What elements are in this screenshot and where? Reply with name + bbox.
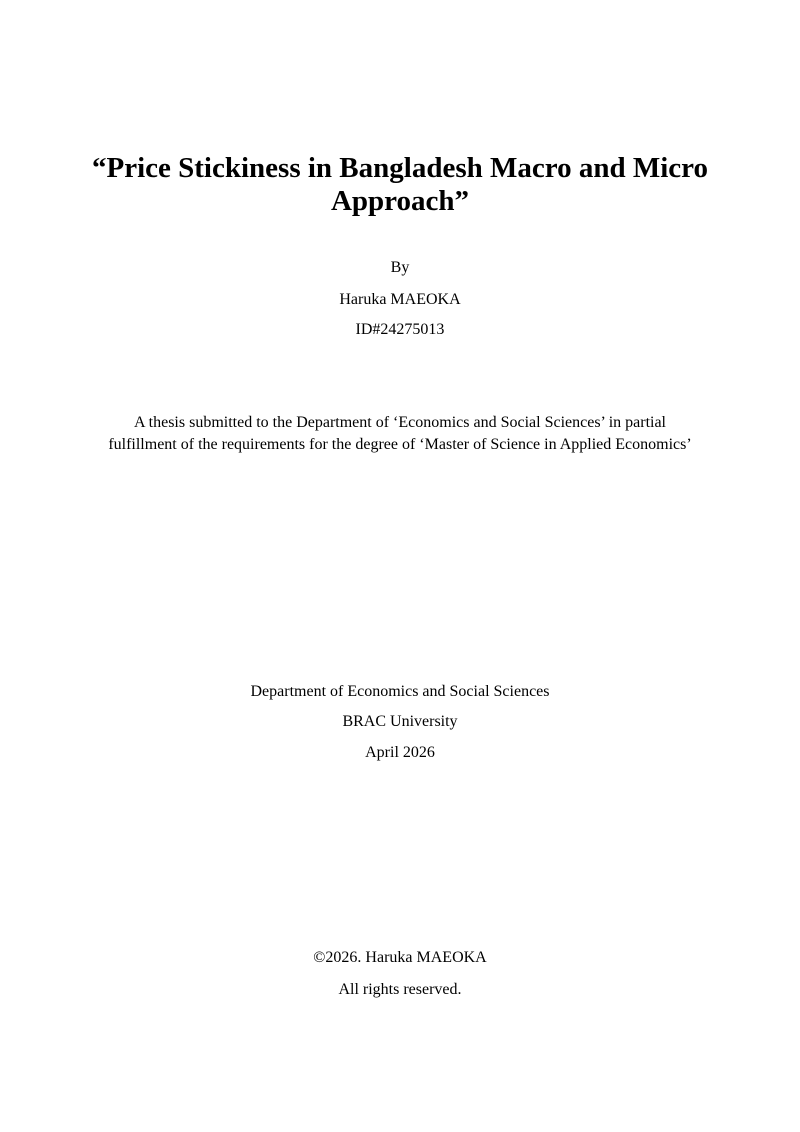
student-id: ID#24275013: [355, 321, 445, 338]
submission-date: April 2026: [365, 744, 435, 761]
author-name: Haruka MAEOKA: [339, 291, 461, 308]
submission-statement-line-1: A thesis submitted to the Department of ‘Economics and Social Sciences’ in partial: [133, 414, 666, 431]
department-name: Department of Economics and Social Sciences: [250, 683, 550, 700]
rights-reserved: All rights reserved.: [338, 981, 462, 998]
thesis-title-line-1: “Price Stickiness in Bangladesh Macro and Micro: [92, 152, 708, 184]
by-label: By: [390, 259, 410, 276]
thesis-title-line-2: Approach”: [330, 185, 470, 217]
university-name: BRAC University: [342, 713, 458, 730]
submission-statement-line-2: fulfillment of the requirements for the degree of ‘Master of Science in Applied Economics’: [108, 436, 692, 453]
copyright-notice: ©2026. Haruka MAEOKA: [313, 949, 487, 966]
